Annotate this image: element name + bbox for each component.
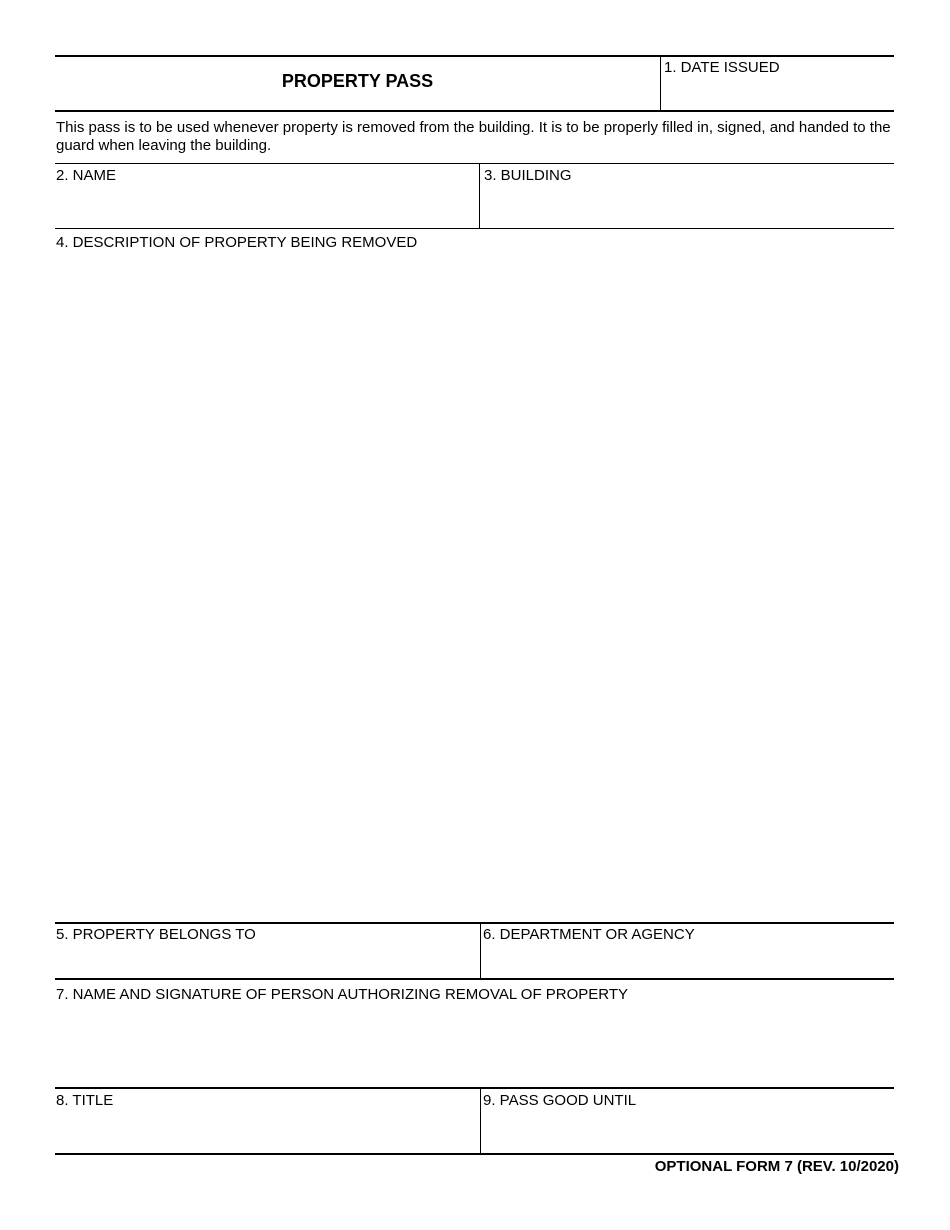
header-bottom-rule	[55, 110, 894, 112]
authorizer-cell	[56, 984, 892, 1084]
good-until-field[interactable]	[483, 1110, 891, 1131]
instructions-text: This pass is to be used whenever property is removed from the building. It is to be properly filled in, signed, and handed to the guard when leaving the building.	[56, 119, 891, 154]
name-building-divider	[479, 163, 480, 228]
department-cell	[483, 924, 891, 976]
belongs-row-bottom-rule	[55, 978, 894, 980]
title-field[interactable]	[56, 1110, 476, 1131]
date-issued-cell	[664, 57, 892, 109]
belongs-to-cell	[56, 924, 476, 976]
form-title: PROPERTY PASS	[281, 71, 434, 91]
name-field[interactable]	[56, 185, 476, 206]
belongs-department-divider	[480, 922, 481, 978]
description-label: 4. DESCRIPTION OF PROPERTY BEING REMOVED	[56, 234, 418, 251]
date-issued-label: 1. DATE ISSUED	[664, 59, 780, 76]
good-until-cell	[483, 1090, 891, 1150]
name-label: 2. NAME	[56, 167, 117, 184]
belongs-to-field[interactable]	[56, 944, 476, 965]
good-until-label: 9. PASS GOOD UNTIL	[483, 1092, 637, 1109]
building-cell	[484, 165, 890, 225]
title-row-top-rule	[55, 1087, 894, 1089]
department-field[interactable]	[483, 944, 891, 965]
instructions-bottom-rule	[55, 163, 894, 164]
header-divider	[660, 55, 661, 111]
name-cell	[56, 165, 476, 225]
description-cell	[56, 232, 892, 918]
building-field[interactable]	[484, 185, 890, 206]
building-label: 3. BUILDING	[484, 167, 572, 184]
title-cell	[56, 1090, 476, 1150]
belongs-to-label: 5. PROPERTY BELONGS TO	[56, 926, 256, 943]
title-label: 8. TITLE	[56, 1092, 114, 1109]
department-label: 6. DEPARTMENT OR AGENCY	[483, 926, 695, 943]
authorizer-label: 7. NAME AND SIGNATURE OF PERSON AUTHORIZING REMOVAL OF PROPERTY	[56, 986, 629, 1003]
description-field[interactable]	[56, 252, 892, 902]
form-number: OPTIONAL FORM 7 (REV. 10/2020)	[654, 1158, 899, 1175]
bottom-rule	[55, 1153, 894, 1155]
title-gooduntil-divider	[480, 1087, 481, 1153]
date-issued-field[interactable]	[664, 77, 892, 98]
name-row-bottom-rule	[55, 228, 894, 229]
authorizer-field[interactable]	[56, 1034, 892, 1055]
